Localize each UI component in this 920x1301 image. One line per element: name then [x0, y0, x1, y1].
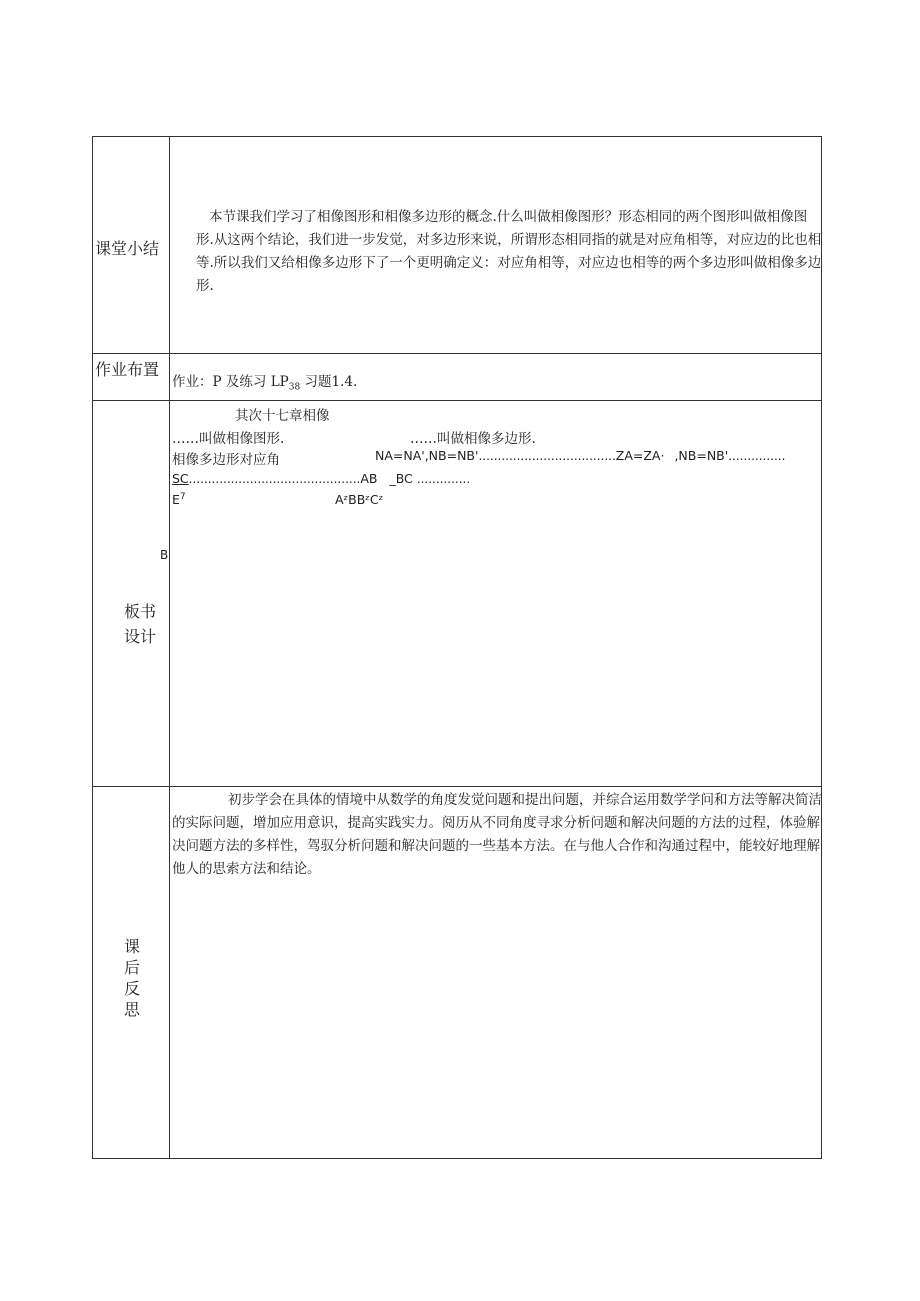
- board-row3-dots1: ....................................: [478, 449, 616, 463]
- homework-lp: LP: [270, 374, 289, 390]
- homework-text: [172, 370, 357, 393]
- board-row3-dots2: ...............: [728, 449, 786, 463]
- homework-middle: 及练习: [225, 374, 267, 390]
- row-divider-3: [92, 786, 822, 787]
- board-row3-label: 相像多边形对应角: [172, 452, 280, 468]
- homework-prefix: 作业：P: [172, 374, 222, 390]
- homework-label: 作业布置: [95, 360, 160, 379]
- board-stray-b: B: [160, 548, 169, 562]
- board-row4-dots2: ..............: [416, 472, 471, 486]
- board-row4-ab: AB: [360, 471, 378, 486]
- reflection-label: 课后反思: [123, 937, 140, 1019]
- summary-label: 课堂小结: [95, 239, 160, 258]
- board-title: 其次十七章相像: [235, 408, 330, 424]
- board-row3-eq1: NA=NA',NB=NB': [375, 448, 479, 463]
- row-divider-2: [92, 400, 822, 401]
- column-divider: [169, 136, 170, 1159]
- board-row4-dots1: .............................................: [188, 472, 361, 486]
- summary-text: 本节课我们学习了相像图形和相像多边形的概念.什么叫做相像图形？形态相同的两个图形叫做相像图形.从这两个结论，我们进一步发觉，对多边形来说，所谓形态相同指的就是对应角相等，对应边的比也相等.所以我们又给相像多边形下了一个更明确定义：对应角相等，对应边也相等的两个多边形叫做相像多边形.: [196, 209, 822, 294]
- board-def-left: ……叫做相像图形.: [172, 431, 285, 447]
- row-divider-1: [92, 353, 822, 354]
- board-row4-bc: _BC: [389, 471, 413, 486]
- board-row5-e: [172, 492, 186, 507]
- board-label-line2: 设计: [124, 627, 157, 646]
- board-row4: [172, 471, 470, 486]
- board-row3-eq3: ,NB=NB': [674, 448, 729, 463]
- homework-suffix: 习题1.4.: [304, 374, 358, 390]
- board-row3-eq2: ZA=ZA·: [615, 448, 665, 463]
- board-row3-formula: [375, 448, 785, 463]
- board-row5-e-letter: E: [172, 492, 180, 508]
- board-row5-e-sup: 7: [179, 492, 186, 502]
- board-label-line1: 板书: [124, 602, 157, 621]
- board-row5-abc: AᶻBBᶻCᶻ: [335, 492, 384, 507]
- board-row4-sc: SC: [172, 471, 189, 486]
- board-def-right: ……叫做相像多边形.: [410, 431, 536, 447]
- reflection-text: 初步学会在具体的情境中从数学的角度发觉问题和提出问题，并综合运用数学学问和方法等解决简洁的实际问题，增加应用意识，提高实践实力。阅历从不同角度寻求分析问题和解决问题的方法的过程，体验解决问题方法的多样性，驾驭分析问题和解决问题的一些基本方法。在与他人合作和沟通过程中，能较好地理解他人的思索方法和结论。: [172, 792, 822, 877]
- homework-lp-sub: 38: [288, 382, 301, 393]
